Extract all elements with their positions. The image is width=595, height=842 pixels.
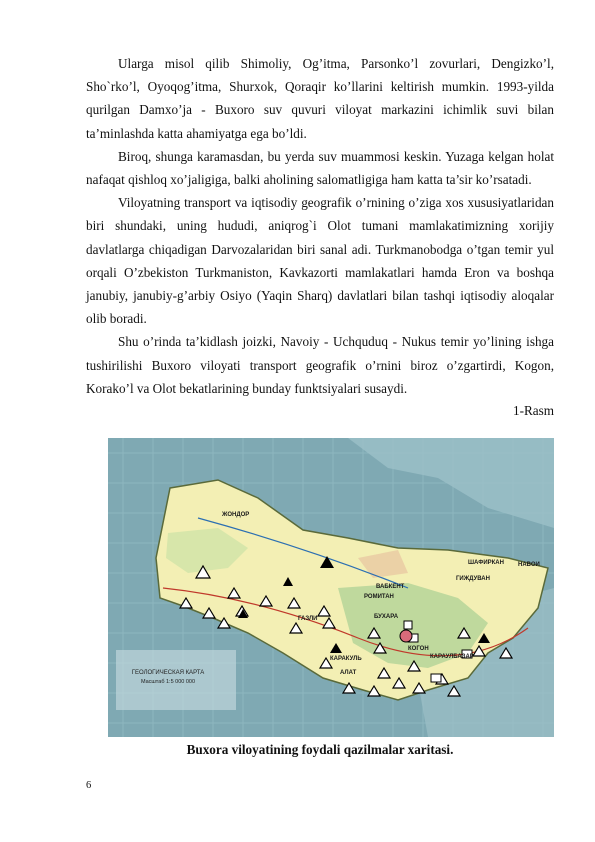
- paragraph-4: Shu o’rinda ta’kidlash joizki, Navoiy - Uchquduq - Nukus temir yo’lining ishga tushirilishi Buxoro viloyati transport geografik o’rnini biroz o’zgartirdi, Kogon, Korako’l va Olot bekatlarining bunday funktsiyalari susaydi.: [86, 334, 554, 396]
- legend-title: ГЕОЛОГИЧЕСКАЯ КАРТА: [131, 670, 205, 676]
- paragraph-2: Biroq, shunga karamasdan, bu yerda suv muammosi keskin. Yuzaga kelgan holat nafaqat qishloq xo’jaligiga, balki aholining salomatligiga ham katta ta’sir ko’rsatadi.: [86, 148, 554, 188]
- place-label-kogon: КОГОН: [408, 646, 429, 652]
- paragraph-3: Viloyatning transport va iqtisodiy geografik o’rnining o’ziga xos xususiyatlaridan biri shundaki, uning hududi, aniqrog`i Olot tumani mamlakatimizning xorijiy davlatlarga chiqadigan Darvozalaridan biri sanal adi. Turkmanobodga o’tgan temir yul orqali O’zbekiston Turkmaniston, Kavkazorti mamlakatlari hamda Eron va boshqa janubiy, janubiy-g’arbiy Osiyo (Yaqin Sharq) davlatlari bilan tashqi iqtisodiy aloqalar olib boradi.: [86, 195, 554, 327]
- page-number: 6: [86, 780, 92, 791]
- place-label-bukhara: БУХАРА: [374, 614, 399, 620]
- map-image: [108, 438, 554, 737]
- geological-map-figure: [108, 438, 554, 737]
- place-label-karaulbazar: КАРАУЛБАЗАР: [430, 654, 474, 660]
- place-label-romitan: РОМИТАН: [364, 594, 394, 600]
- place-label-navoi: НАВОИ: [518, 562, 540, 568]
- legend-scale: Масштаб 1:5 000 000: [140, 679, 196, 685]
- figure-caption: Buxora viloyatining foydali qazilmalar xaritasi.: [186, 742, 454, 757]
- document-body: [86, 52, 554, 422]
- place-label-shafirkan: ШАФИРКАН: [468, 560, 504, 566]
- place-label-jondor: ЖОНДОР: [222, 512, 250, 518]
- place-label-gijduvan: ГИЖДУВАН: [456, 576, 490, 582]
- place-label-vabkent: ВАБКЕНТ: [376, 584, 405, 590]
- place-label-gazli: ГАЗЛИ: [298, 616, 318, 622]
- place-label-alat: АЛАТ: [340, 670, 357, 676]
- place-label-karakul: КАРАКУЛЬ: [330, 656, 362, 662]
- paragraph-1: Ularga misol qilib Shimoliy, Og’itma, Parsonko’l zovurlari, Dengizko’l, Sho`rko’l, Oyoqog’itma, Shurxok, Qoraqir ko’llarini keltirish mumkin. 1993-yilda qurilgan Damxo’ja - Buxoro suv quvuri viloyat markazini ichimlik suvi bilan ta’minlashda katta ahamiyatga ega bo’ldi.: [86, 56, 554, 141]
- figure-label: 1-Rasm: [512, 403, 554, 419]
